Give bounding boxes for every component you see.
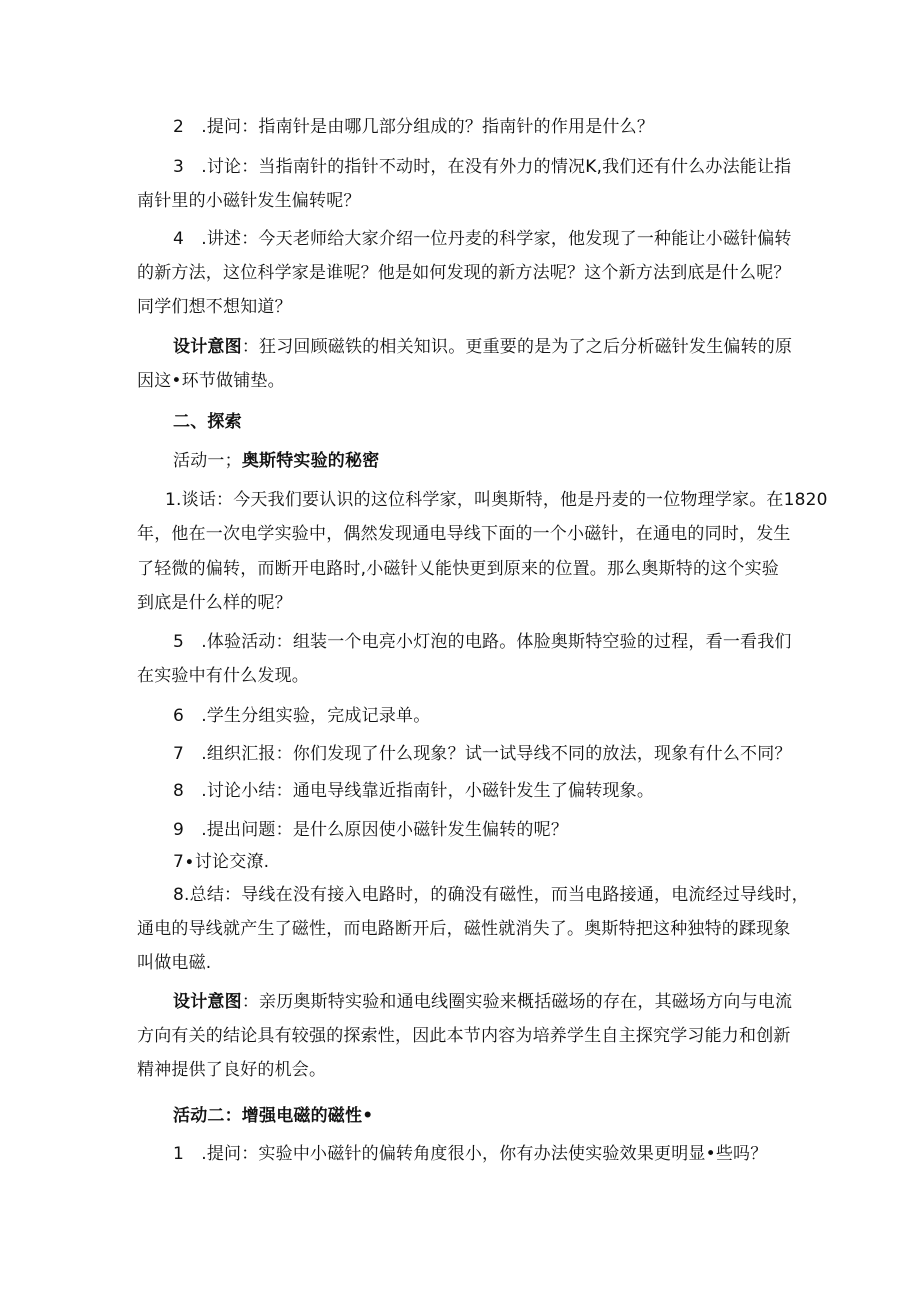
design-intent-1-line2: 因这•环节做铺垫。 (137, 371, 285, 391)
paragraph-report: 7 .组织汇报：你们发现了什么现象？试一试导线不同的放法，现象有什么不同？ (173, 744, 792, 764)
paragraph-lecture-line1: 4 .讲述：今天老师给大家介绍一位丹麦的科学家，他发现了一种能让小磁针偏转 (173, 229, 792, 249)
design-intent-label: 设计意图 (173, 992, 242, 1012)
paragraph-talk-line4: 到底是什么样的呢？ (137, 593, 292, 613)
section-heading-explore: 二、探索 (173, 412, 242, 432)
paragraph-lecture-line2: 的新方法，这位科学家是谁呢？他是如何发现的新方法呢？这个新方法到底是什么呢？ (137, 263, 791, 283)
design-intent-2-line3: 精神提供了良好的机会。 (137, 1060, 327, 1080)
design-intent-text: ：亲历奥斯特实验和通电线圈实验来概括磁场的存在，其磁场方向与电流 (241, 992, 793, 1012)
design-intent-2-line2: 方向有关的结论具有较强的探索性，因此本节内容为培养学生自主探究学习能力和创新 (137, 1026, 791, 1046)
activity-1-title: 奥斯特实验的秘密 (241, 451, 380, 471)
paragraph-summary-discussion: 8 .讨论小结：通电导线靠近指南针，小磁针发生了偏转现象。 (173, 781, 655, 801)
paragraph-talk-line2: 年，他在一次电学实验中，偶然发现通电导线下面的一个小磁针，在通电的同时，发生 (137, 524, 791, 544)
paragraph-raise-question: 9 .提出问题：是什么原因使小磁针发生偏转的呢？ (173, 820, 569, 840)
activity-2-heading: 活动二：增强电磁的磁性• (173, 1106, 374, 1126)
design-intent-1-line1 (173, 335, 792, 359)
design-intent-2-line1 (173, 990, 792, 1014)
activity-1-prefix: 活动一； (173, 451, 242, 471)
paragraph-group-experiment: 6 .学生分组实验，完成记录单。 (173, 706, 431, 726)
paragraph-question-deflection: 1 .提问：实验中小磁针的偏转角度很小，你有办法使实验效果更明显•些吗？ (173, 1144, 768, 1164)
paragraph-experience-line2: 在实验中有什么发现。 (137, 666, 309, 686)
paragraph-talk-line3: 了轻微的偏转，而断开电路时,小磁针乂能快更到原来的位置。那么奥斯特的这个实验 (137, 559, 780, 579)
paragraph-discussion-exchange: 7∙讨论交潦. (173, 852, 270, 872)
paragraph-lecture-line3: 同学们想不想知道？ (137, 297, 292, 317)
paragraph-talk-line1: 1.谈话：今天我们要认识的这位科学家，叫奥斯特，他是丹麦的一位物理学家。在1820 (165, 490, 828, 510)
paragraph-experience-line1: 5 .体验活动：组装一个电亮小灯泡的电路。体脸奥斯特空验的过程，看一看我们 (173, 632, 792, 652)
design-intent-text: ：狂习回顾磁铁的相关知识。更重要的是为了之后分析磁针发生偏转的原 (241, 337, 793, 357)
design-intent-label: 设计意图 (173, 337, 242, 357)
paragraph-conclusion-line2: 通电的导线就产生了磁性，而电路断开后，磁性就消失了。奥斯特把这种独特的蹂现象 (137, 919, 791, 939)
paragraph-conclusion-line3: 叫做电磁. (137, 953, 212, 973)
paragraph-question-compass: 2 .提问：指南针是由哪几部分组成的？指南针的作用是什么？ (173, 117, 655, 137)
paragraph-conclusion-line1: 8.总结：导线在没有接入电路时，的确没有磁性，而当电路接通，电流经过导线时， (173, 885, 809, 905)
paragraph-discussion-line1: 3 .讨论：当指南针的指针不动时，在没有外力的情况K,我们还有什么办法能让指 (173, 157, 792, 177)
paragraph-discussion-line2: 南针里的小磁针发生偏转呢？ (137, 191, 361, 211)
activity-1-heading (173, 449, 379, 473)
